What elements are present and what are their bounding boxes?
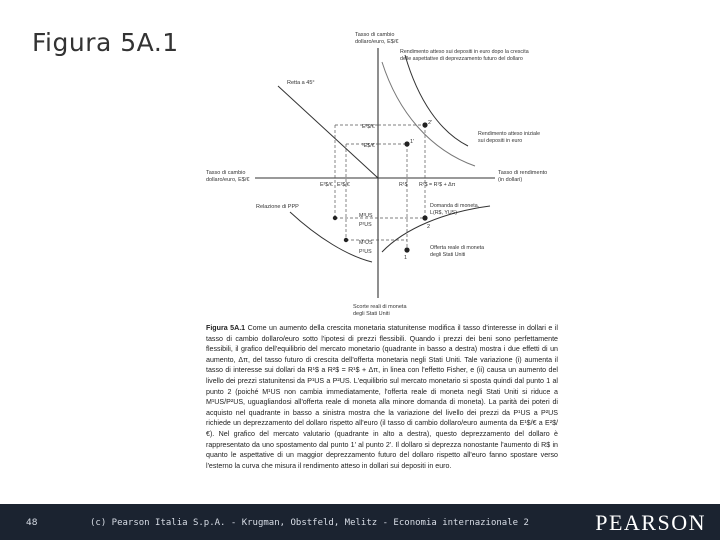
m-p1-label-2: P¹US (359, 249, 372, 255)
expected-return-label-2: delle aspettative di deprezzamento futuro del dollaro (400, 56, 523, 62)
m-p2-label: M²US (359, 213, 373, 219)
m-p2-label-2: P²US (359, 222, 372, 228)
r1-label: R¹$ (399, 182, 408, 188)
axis-left-label: Tasso di cambio (206, 170, 246, 176)
real-supply-label-2: degli Stati Uniti (430, 252, 466, 258)
line45-label: Retta a 45° (287, 80, 315, 86)
copyright-text: (c) Pearson Italia S.p.A. - Krugman, Obstfeld, Melitz - Economia internazionale 2 (90, 518, 529, 528)
money-demand-label-2: L(R$, YUS) (430, 210, 457, 216)
e2-left-label: E²$/€ (320, 182, 333, 188)
m-p1-label: M¹US (359, 240, 373, 246)
point-2-prime-label: 2' (428, 120, 433, 126)
money-demand-label: Domanda di moneta, (430, 203, 480, 209)
point-1-label: 1 (404, 255, 408, 261)
point-2-prime (422, 122, 427, 127)
new-return-curve (405, 55, 468, 146)
line-45 (278, 86, 378, 178)
point-2 (422, 215, 427, 220)
slide-title: Figura 5A.1 (32, 28, 179, 57)
interest-rate-label-2: (in dollari) (498, 177, 523, 183)
axis-bottom-label-2: degli Stati Uniti (353, 311, 390, 317)
expected-return-label: Rendimento atteso sui depositi in euro dopo la crescita (400, 49, 529, 55)
real-supply-label: Offerta reale di moneta (430, 245, 485, 251)
axis-left-label-2: dollaro/euro, E$/€ (206, 177, 250, 183)
e1-left-label: E¹$/€ (337, 182, 350, 188)
figure-caption (206, 323, 558, 471)
axis-top-label: Tasso di cambio (355, 32, 395, 38)
ppp-point-1 (344, 238, 348, 242)
page-number: 48 (26, 518, 38, 528)
pearson-logo: PEARSON (595, 510, 706, 535)
interest-rate-label: Tasso di rendimento (498, 170, 548, 176)
caption-text: Come un aumento della crescita monetaria statunitense modifica il tasso d'interesse in dollari e il tasso di cambio dollaro/euro sotto l'ipotesi di prezzi flessibili. Quando i prezzi dei beni sono perfettamente flessibili, il grafico dell'equilibrio del mercato monetario (quadrante in basso a destra) mostra i due effetti di un aumento, Δπ, del tasso futuro di crescita dell'offerta monetaria negli Stati Uniti. Tale variazione (i) aumenta il tasso di interesse sui dollari da R¹$ a R²$ = R¹$ + Δπ, in linea con l'effetto Fisher, e (ii) causa un aumento del livello dei prezzi statunitensi da P¹US a P²US. L'equilibrio sul mercato monetario si sposta quindi dal punto 1 al punto 2 (poiché M¹US non cambia immediatamente, l'offerta reale di moneta negli Stati Uniti si riduce a M¹US/P²US, uguagliandosi all'offerta reale di moneta alla minore domanda di moneta). La parità dei poteri di acquisto nel quadrante in basso a sinistra mostra che la variazione del livello dei prezzi da P¹US a P²US richiede un deprezzamento del dollaro rispetto all'euro (il tasso di cambio dollaro/euro aumenta da E¹$/€ a E²$/€). Nel grafico del mercato valutario (quadrante in alto a destra), questo deprezzamento del dollaro è rappresentato da uno spostamento dal punto 1' al punto 2'. Il dollaro si deprezza nonostante l'aumento di R$ in quanto le aspettative di un maggior deprezzamento futuro del dollaro rispetto all'euro fanno spostare verso l'esterno la curva che misura il rendimento atteso in dollari sui depositi in euro. (206, 324, 558, 470)
ppp-label: Relazione di PPP (256, 204, 299, 210)
axis-bottom-label: Scorte reali di moneta (353, 304, 407, 310)
e2-label: E²$/€ (362, 124, 375, 130)
initial-return-label: Rendimento atteso iniziale (478, 131, 541, 137)
point-2-label: 2 (427, 224, 431, 230)
point-1-prime (404, 141, 409, 146)
point-1 (404, 247, 409, 252)
initial-return-curve (382, 62, 475, 166)
r2-label: R²$ = R¹$ + Δπ (419, 182, 456, 188)
point-1-prime-label: 1' (410, 139, 415, 145)
caption-heading: Figura 5A.1 (206, 324, 246, 332)
e1-label: ¹E$/€ (362, 143, 375, 149)
ppp-point-2 (333, 216, 337, 220)
initial-return-label-2: sui depositi in euro (478, 138, 523, 144)
footer-bar (0, 504, 720, 540)
axis-top-label-2: dollaro/euro, E$/€ (355, 39, 399, 45)
